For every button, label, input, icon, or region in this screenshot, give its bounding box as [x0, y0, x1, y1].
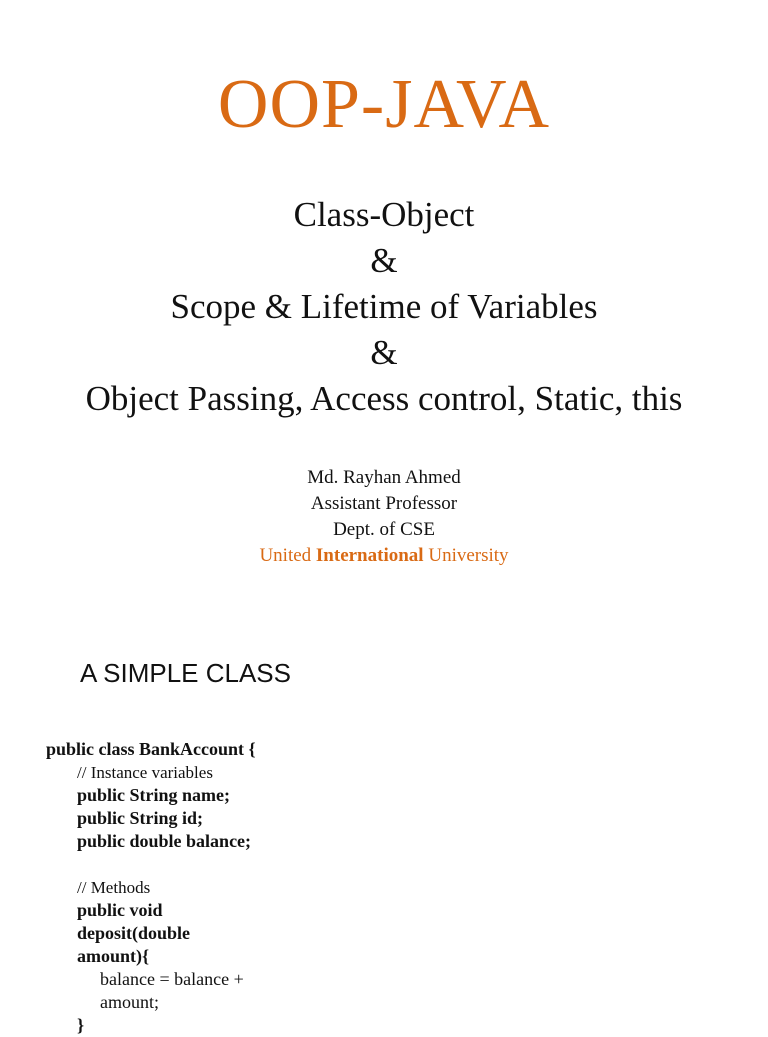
document-title: OOP-JAVA: [217, 66, 551, 143]
code-line: public String id;: [77, 808, 204, 828]
code-blank-line: [46, 853, 256, 876]
subtitle-line: &: [370, 333, 398, 372]
subtitle-line: Object Passing, Access control, Static, this: [85, 379, 683, 418]
author-university: [0, 543, 768, 569]
university-text-part: University: [423, 545, 509, 566]
code-line: balance = balance +: [100, 969, 244, 989]
subtitle-block: [0, 192, 768, 422]
code-line: amount){: [77, 946, 150, 966]
code-line: public class BankAccount {: [46, 739, 256, 759]
code-line: deposit(double: [77, 923, 191, 943]
author-block: [0, 465, 768, 569]
code-line: public void: [77, 900, 163, 920]
subtitle-line: &: [370, 241, 398, 280]
code-comment: // Methods: [77, 878, 151, 897]
code-line: }: [77, 1015, 85, 1035]
code-block: [46, 738, 256, 1037]
university-text-bold: International: [315, 545, 424, 566]
code-line: public String name;: [77, 785, 231, 805]
subtitle-line: Scope & Lifetime of Variables: [170, 287, 598, 326]
author-department: Dept. of CSE: [333, 519, 435, 540]
section-heading: A SIMPLE CLASS: [80, 658, 291, 688]
code-comment: // Instance variables: [77, 763, 213, 782]
author-name: Md. Rayhan Ahmed: [307, 467, 461, 488]
subtitle-line: Class-Object: [293, 195, 475, 234]
code-line: amount;: [100, 992, 159, 1012]
university-text-part: United: [259, 545, 316, 566]
code-line: public double balance;: [77, 831, 252, 851]
author-position: Assistant Professor: [310, 493, 458, 514]
